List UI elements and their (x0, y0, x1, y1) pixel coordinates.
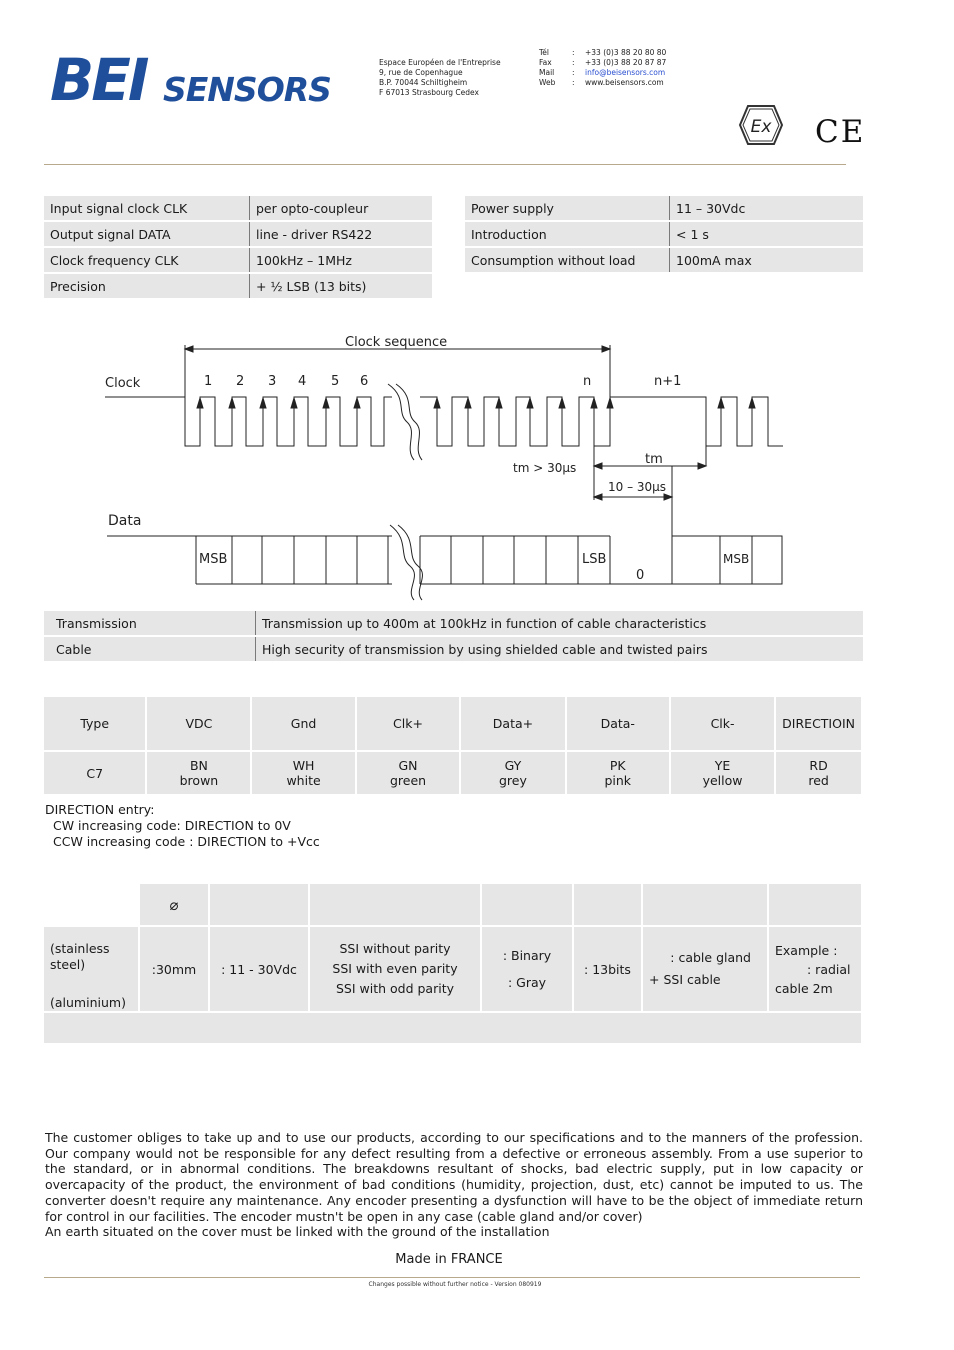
disclaimer-paragraph: An earth situated on the cover must be linked with the ground of the installation (45, 1224, 550, 1240)
empty-cell (642, 884, 768, 926)
wire-code: YE (714, 758, 731, 773)
pulse-number: 5 (331, 374, 340, 389)
contact-label: Fax (539, 58, 552, 67)
edge-arrow (527, 398, 533, 408)
column-header: DIRECTIOIN (775, 697, 862, 751)
email-link[interactable]: info@beisensors.com (585, 68, 666, 77)
column-header: Data- (566, 697, 670, 751)
edge-arrow (607, 398, 613, 408)
address-line: Espace Européen de l'Entreprise (379, 58, 501, 67)
supply-value: : 11 - 30Vdc (209, 926, 309, 1012)
table-row (44, 221, 432, 247)
spec-label: Output signal DATA (44, 221, 250, 247)
edge-arrow (229, 398, 235, 408)
parity-option: SSI with odd parity (335, 981, 455, 996)
example-cell (768, 926, 862, 1012)
contact-sep: : (572, 58, 575, 67)
footer-divider (44, 1277, 860, 1278)
wire-cell (251, 751, 355, 795)
material-aluminium: (aluminium) (50, 995, 126, 1010)
spec-label: Transmission (44, 611, 256, 636)
clock-sequence-label: Clock sequence (345, 335, 448, 350)
edge-arrow (260, 398, 266, 408)
edge-arrow (291, 398, 297, 408)
empty-cell (44, 884, 139, 926)
contact-sep: : (572, 48, 575, 57)
spec-table-right (465, 196, 863, 274)
table-row (44, 247, 432, 273)
made-in-label: Made in FRANCE (395, 1252, 503, 1267)
contact-sep: : (572, 78, 575, 87)
edge-arrow (323, 398, 329, 408)
parity-cell (309, 926, 481, 1012)
direction-ccw: CCW increasing code : DIRECTION to +Vcc (53, 834, 320, 849)
edge-arrow (354, 398, 360, 408)
wire-color: green (389, 773, 427, 788)
table-row (44, 751, 862, 795)
empty-cell (768, 884, 862, 926)
disclaimer-paragraph: The customer obliges to take up and to use our products, according to our specifications and to the manners of the profession. Our company would not be responsible for any defect resulting from a defective or erroneous assembly. From a use superior to the standard, or in abnormal conditions. The breakdowns resultant of shocks, bad electric supply, put in low capacity or overcapacity of the product, the environment of bad conditions (humidity, projection, dust, etc) cannot be imputed to us. The converter doesn't require any maintenance. Any encoder presenting a dysfunction will have to be the object of immediate return for control in our facilities. The encoder mustn't be open in any case (cable gland and/or cover) (45, 1130, 863, 1224)
edge-arrow (718, 398, 724, 408)
table-row (465, 221, 863, 247)
wire-cell (566, 751, 670, 795)
connection-gland: : cable gland (670, 950, 751, 965)
pulse-number: 2 (236, 374, 245, 389)
edge-arrow (749, 398, 755, 408)
company-logo (50, 46, 350, 114)
example-label: Example : (775, 942, 838, 958)
pulse-number: 3 (268, 374, 277, 389)
column-header: Clk- (670, 697, 775, 751)
wire-color: yellow (702, 773, 743, 788)
example-cable: cable 2m (775, 980, 833, 996)
direction-notes (45, 802, 320, 850)
edge-arrow (197, 398, 203, 408)
spec-value: line - driver RS422 (250, 221, 433, 247)
table-row (44, 926, 862, 1012)
direction-title: DIRECTION entry: (45, 802, 155, 817)
fax-number: +33 (0)3 88 20 87 87 (585, 58, 667, 67)
table-row (465, 196, 863, 221)
edge-arrow (434, 398, 440, 408)
code-gray: : Gray (507, 975, 547, 990)
ssi-timing-diagram (0, 325, 954, 605)
contact-label: Tél (539, 48, 550, 57)
spec-label: Consumption without load (465, 247, 670, 273)
address-line: B.P. 70044 Schiltigheim (379, 78, 468, 87)
pulse-number: 1 (204, 374, 213, 389)
column-header: Type (44, 697, 146, 751)
wire-color: red (808, 773, 829, 788)
spec-value: < 1 s (670, 221, 864, 247)
code-cell (481, 926, 573, 1012)
wire-color: grey (499, 773, 527, 788)
edge-arrow (465, 398, 471, 408)
example-radial: : radial (807, 961, 851, 977)
pulse-number: 6 (360, 374, 369, 389)
table-header-row (44, 884, 862, 926)
spec-label: Power supply (465, 196, 670, 221)
ex-mark-text: Ex (750, 117, 772, 137)
edge-arrow (591, 398, 597, 408)
wire-code: WH (292, 758, 315, 773)
connection-cell (642, 926, 768, 1012)
material-steel: (stainless steel) (50, 941, 110, 972)
msb-next-label: MSB (723, 552, 750, 566)
contact-label: Web (539, 78, 556, 87)
spec-label: Introduction (465, 221, 670, 247)
company-contacts (539, 48, 666, 88)
table-row (44, 273, 432, 299)
spec-label: Input signal clock CLK (44, 196, 250, 221)
clock-label: Clock (105, 376, 141, 391)
spec-value: 100kHz – 1MHz (250, 247, 433, 273)
pulse-n: n (583, 374, 592, 389)
website-link[interactable]: www.beisensors.com (585, 78, 664, 87)
direction-cw: CW increasing code: DIRECTION to 0V (53, 818, 291, 833)
empty-cell (309, 884, 481, 926)
wire-code: RD (809, 758, 828, 773)
data-label: Data (108, 513, 142, 529)
empty-cell (481, 884, 573, 926)
tm-condition: tm > 30µs (513, 461, 577, 475)
address-line: F 67013 Strasbourg Cedex (379, 88, 479, 97)
contact-sep: : (572, 68, 575, 77)
header-divider (44, 164, 846, 165)
tm-label: tm (645, 452, 663, 467)
wire-color: brown (179, 773, 219, 788)
wire-cell (670, 751, 775, 795)
wire-code: C7 (86, 765, 104, 781)
spec-value: High security of transmission by using shielded cable and twisted pairs (256, 636, 864, 662)
spec-value: per opto-coupleur (250, 196, 433, 221)
spec-value: Transmission up to 400m at 100kHz in function of cable characteristics (256, 611, 864, 636)
spec-label: Clock frequency CLK (44, 247, 250, 273)
atex-ex-icon (738, 104, 784, 146)
spec-table-left (44, 196, 432, 300)
pulse-n-plus-1: n+1 (654, 374, 682, 389)
wire-cell (775, 751, 862, 795)
wire-cell (44, 751, 146, 795)
column-header: VDC (146, 697, 251, 751)
edge-arrow (496, 398, 502, 408)
spec-value: + ½ LSB (13 bits) (250, 273, 433, 299)
empty-cell (44, 1012, 862, 1044)
diameter-icon: ⌀ (139, 884, 209, 926)
parity-option: SSI with even parity (332, 961, 458, 976)
empty-cell (573, 884, 642, 926)
spec-value: 11 – 30Vdc (670, 196, 864, 221)
address-line: 9, rue de Copenhague (379, 68, 463, 77)
transmission-table (44, 611, 863, 663)
parity-option: SSI without parity (339, 941, 451, 956)
table-row (44, 196, 432, 221)
edge-arrow (559, 398, 565, 408)
column-header: Gnd (251, 697, 355, 751)
interval-label: 10 – 30µs (608, 480, 667, 494)
wire-cell (146, 751, 251, 795)
lsb-label: LSB (582, 552, 607, 567)
contact-label: Mail (539, 68, 555, 77)
footer-note: Changes possible without further notice - Version 080919 (368, 1281, 542, 1288)
table-row (44, 1012, 862, 1044)
code-binary: : Binary (502, 948, 552, 963)
table-row (465, 247, 863, 273)
empty-cell (209, 884, 309, 926)
connection-cable: + SSI cable (649, 972, 721, 987)
table-row (44, 636, 863, 662)
table-row (44, 611, 863, 636)
wiring-table (44, 697, 863, 796)
material-cell (44, 926, 139, 1012)
spec-label: Precision (44, 273, 250, 299)
wire-cell (460, 751, 565, 795)
company-address (379, 58, 501, 98)
column-header: Clk+ (356, 697, 461, 751)
table-header-row (44, 697, 862, 751)
wire-code: BN (189, 758, 208, 773)
wire-cell (356, 751, 461, 795)
column-header: Data+ (460, 697, 565, 751)
zero-label: 0 (636, 568, 645, 583)
wire-code: GY (504, 758, 522, 773)
wire-code: GN (398, 758, 418, 773)
ordering-code-table (44, 884, 863, 1045)
spec-label: Cable (44, 636, 256, 662)
diameter-value: :30mm (139, 926, 209, 1012)
phone-number: +33 (0)3 88 20 80 80 (585, 48, 667, 57)
msb-label: MSB (199, 552, 228, 567)
disclaimer-text (45, 1130, 863, 1240)
wire-code: PK (609, 758, 626, 773)
spec-value: 100mA max (670, 247, 864, 273)
logo-sensors: SENSORS (163, 70, 331, 109)
pulse-number: 4 (298, 374, 307, 389)
ce-mark-icon: CE (815, 114, 866, 150)
wire-color: white (286, 773, 321, 788)
logo-bei: BEI (50, 46, 147, 114)
resolution-value: : 13bits (573, 926, 642, 1012)
wire-color: pink (604, 773, 632, 788)
